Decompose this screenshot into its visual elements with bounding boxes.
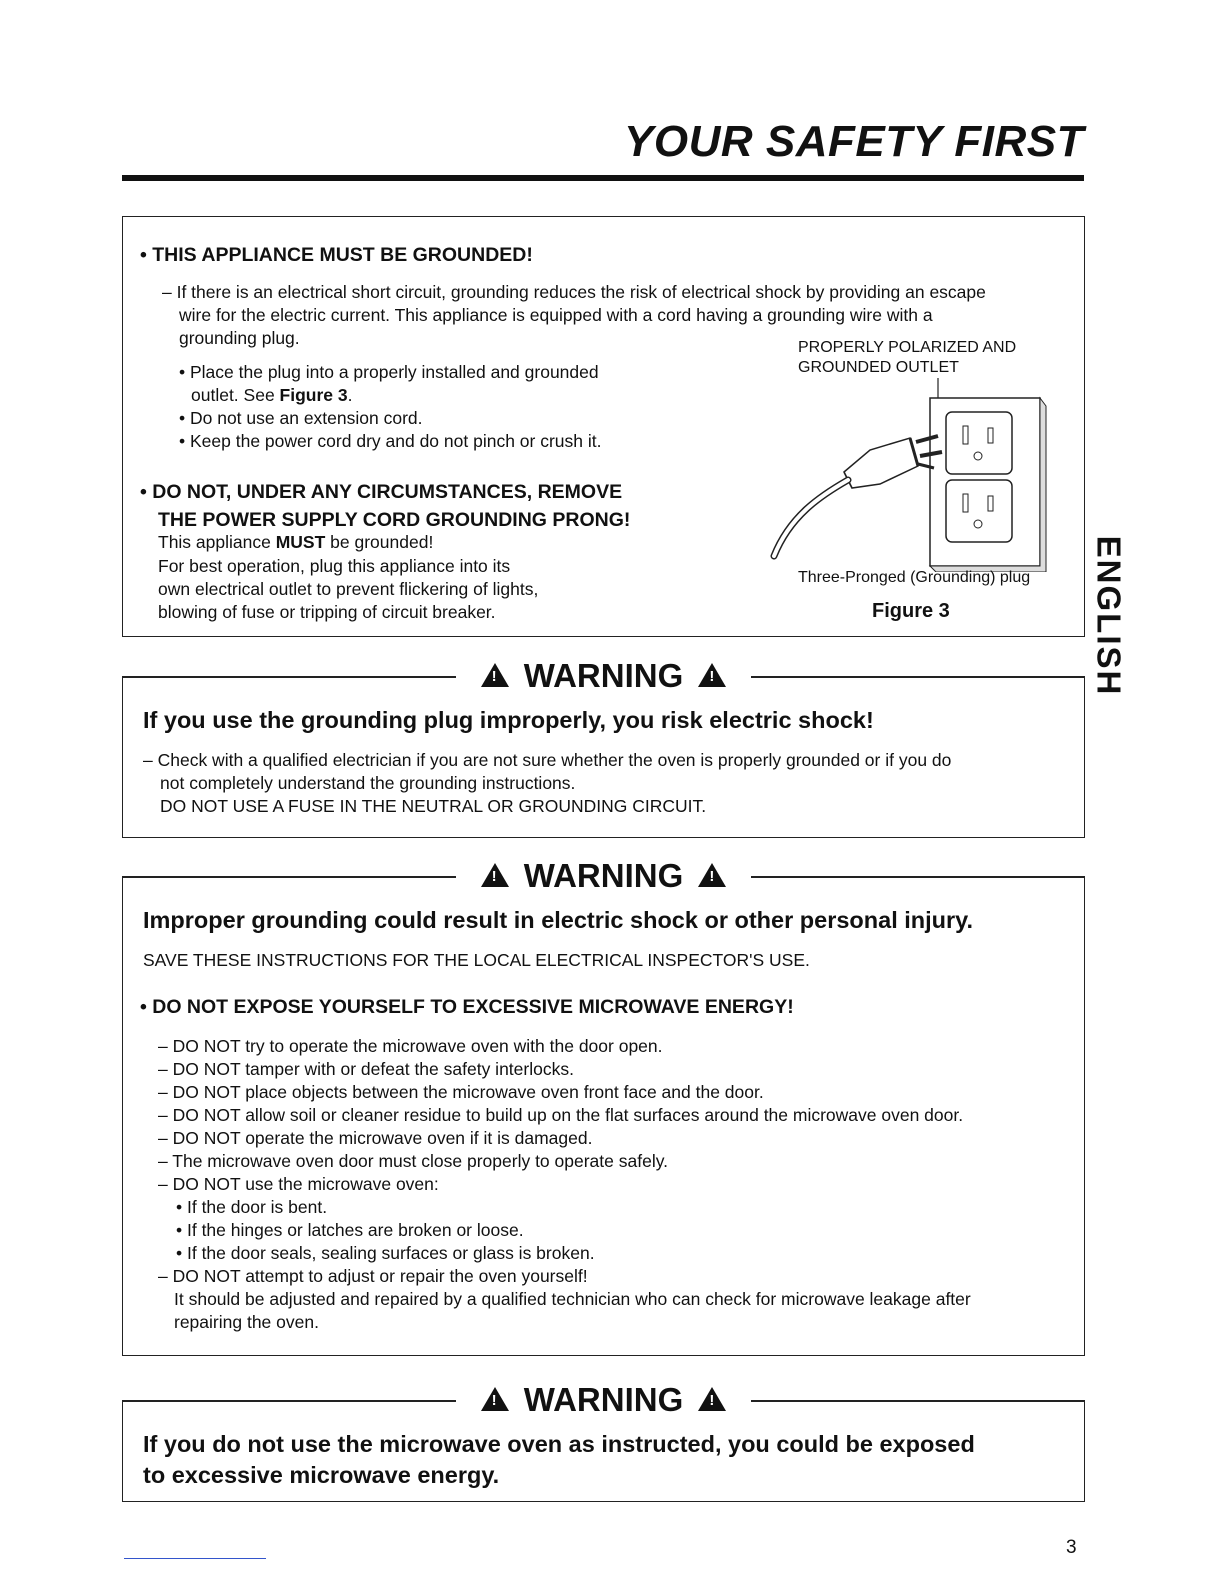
item-interlocks: – DO NOT tamper with or defeat the safety interlocks.: [158, 1059, 574, 1079]
item-soil-residue: – DO NOT allow soil or cleaner residue to build up on the flat surfaces around the microwave oven door.: [158, 1105, 964, 1125]
outlet-label-line-2: GROUNDED OUTLET: [798, 359, 959, 376]
plug-label: Three-Pronged (Grounding) plug: [798, 569, 1031, 586]
prong-heading-line-2: THE POWER SUPPLY CORD GROUNDING PRONG!: [158, 509, 631, 531]
warning-2-headline: Improper grounding could result in electric shock or other personal injury.: [143, 907, 974, 933]
page-title: YOUR SAFETY FIRST: [624, 117, 1084, 166]
sub-item-hinges: • If the hinges or latches are broken or loose.: [176, 1220, 524, 1240]
item-repair-line-2: It should be adjusted and repaired by a qualified technician who can check for microwave leakage after: [174, 1289, 971, 1309]
item-damaged: – DO NOT operate the microwave oven if it is damaged.: [158, 1128, 593, 1148]
sub-item-seals: • If the door seals, sealing surfaces or glass is broken.: [176, 1243, 595, 1263]
microwave-energy-heading: • DO NOT EXPOSE YOURSELF TO EXCESSIVE MICROWAVE ENERGY!: [140, 996, 794, 1018]
must-suffix: be grounded!: [325, 532, 434, 552]
page-number: 3: [1066, 1537, 1077, 1558]
sub-item-door-bent: • If the door is bent.: [176, 1197, 328, 1217]
best-op-line-2: own electrical outlet to prevent flickering of lights,: [158, 579, 539, 599]
period: .: [347, 385, 353, 405]
item-door-close: – The microwave oven door must close properly to operate safely.: [158, 1151, 669, 1171]
bullet-no-extension: • Do not use an extension cord.: [179, 408, 423, 428]
outlet-plug-illustration: [760, 376, 1060, 572]
grounding-heading: • THIS APPLIANCE MUST BE GROUNDED!: [140, 244, 533, 266]
must-prefix: This appliance: [158, 532, 276, 552]
warning-1-line-1: – Check with a qualified electrician if you are not sure whether the oven is properly grounded or if you do: [143, 750, 952, 770]
bullet-cord-dry: • Keep the power cord dry and do not pinch or crush it.: [179, 431, 602, 451]
warning-3-headline-line-1: If you do not use the microwave oven as instructed, you could be exposed: [143, 1431, 975, 1457]
warning-1-line-2: not completely understand the grounding instructions.: [160, 773, 576, 793]
save-instructions-note: SAVE THESE INSTRUCTIONS FOR THE LOCAL ELECTRICAL INSPECTOR'S USE.: [143, 950, 810, 970]
bullet-place-plug: • Place the plug into a properly installed and grounded: [179, 362, 599, 382]
language-side-tab: [1088, 526, 1128, 706]
item-repair: – DO NOT attempt to adjust or repair the oven yourself!: [158, 1266, 588, 1286]
grounding-intro-line-1: – If there is an electrical short circuit, grounding reduces the risk of electrical shock by providing an escape: [162, 282, 986, 302]
see-text: outlet. See: [191, 385, 280, 405]
warning-1-text: WARNING: [523, 657, 684, 694]
item-repair-line-3: repairing the oven.: [174, 1312, 319, 1332]
item-objects: – DO NOT place objects between the microwave oven front face and the door.: [158, 1082, 764, 1102]
item-do-not-use: – DO NOT use the microwave oven:: [158, 1174, 439, 1194]
figure-3-caption: Figure 3: [872, 600, 950, 622]
grounding-intro-line-2: wire for the electric current. This appliance is equipped with a cord having a grounding wire with a: [179, 305, 933, 325]
grounding-intro-line-3: grounding plug.: [179, 328, 300, 348]
warning-3-headline-line-2: to excessive microwave energy.: [143, 1462, 500, 1488]
bullet-place-plug-line2: [191, 384, 353, 407]
item-door-open: – DO NOT try to operate the microwave oven with the door open.: [158, 1036, 663, 1056]
outlet-label-line-1: PROPERLY POLARIZED AND: [798, 339, 1017, 356]
warning-1-headline: If you use the grounding plug improperly, you risk electric shock!: [143, 707, 874, 733]
best-op-line-1: For best operation, plug this appliance into its: [158, 556, 511, 576]
must-grounded: [158, 531, 433, 554]
prong-heading-line-1: • DO NOT, UNDER ANY CIRCUMSTANCES, REMOVE: [140, 481, 623, 503]
title-rule: [122, 175, 1084, 181]
warning-1-line-3: DO NOT USE A FUSE IN THE NEUTRAL OR GROUNDING CIRCUIT.: [160, 796, 707, 816]
footer-rule: [124, 1558, 266, 1559]
figure-3-ref: Figure 3: [279, 385, 348, 405]
must-word: MUST: [275, 532, 326, 552]
warning-3-text: WARNING: [523, 1381, 684, 1418]
language-label: ENGLISH: [1090, 535, 1127, 697]
warning-2-text: WARNING: [523, 857, 684, 894]
best-op-line-3: blowing of fuse or tripping of circuit breaker.: [158, 602, 496, 622]
